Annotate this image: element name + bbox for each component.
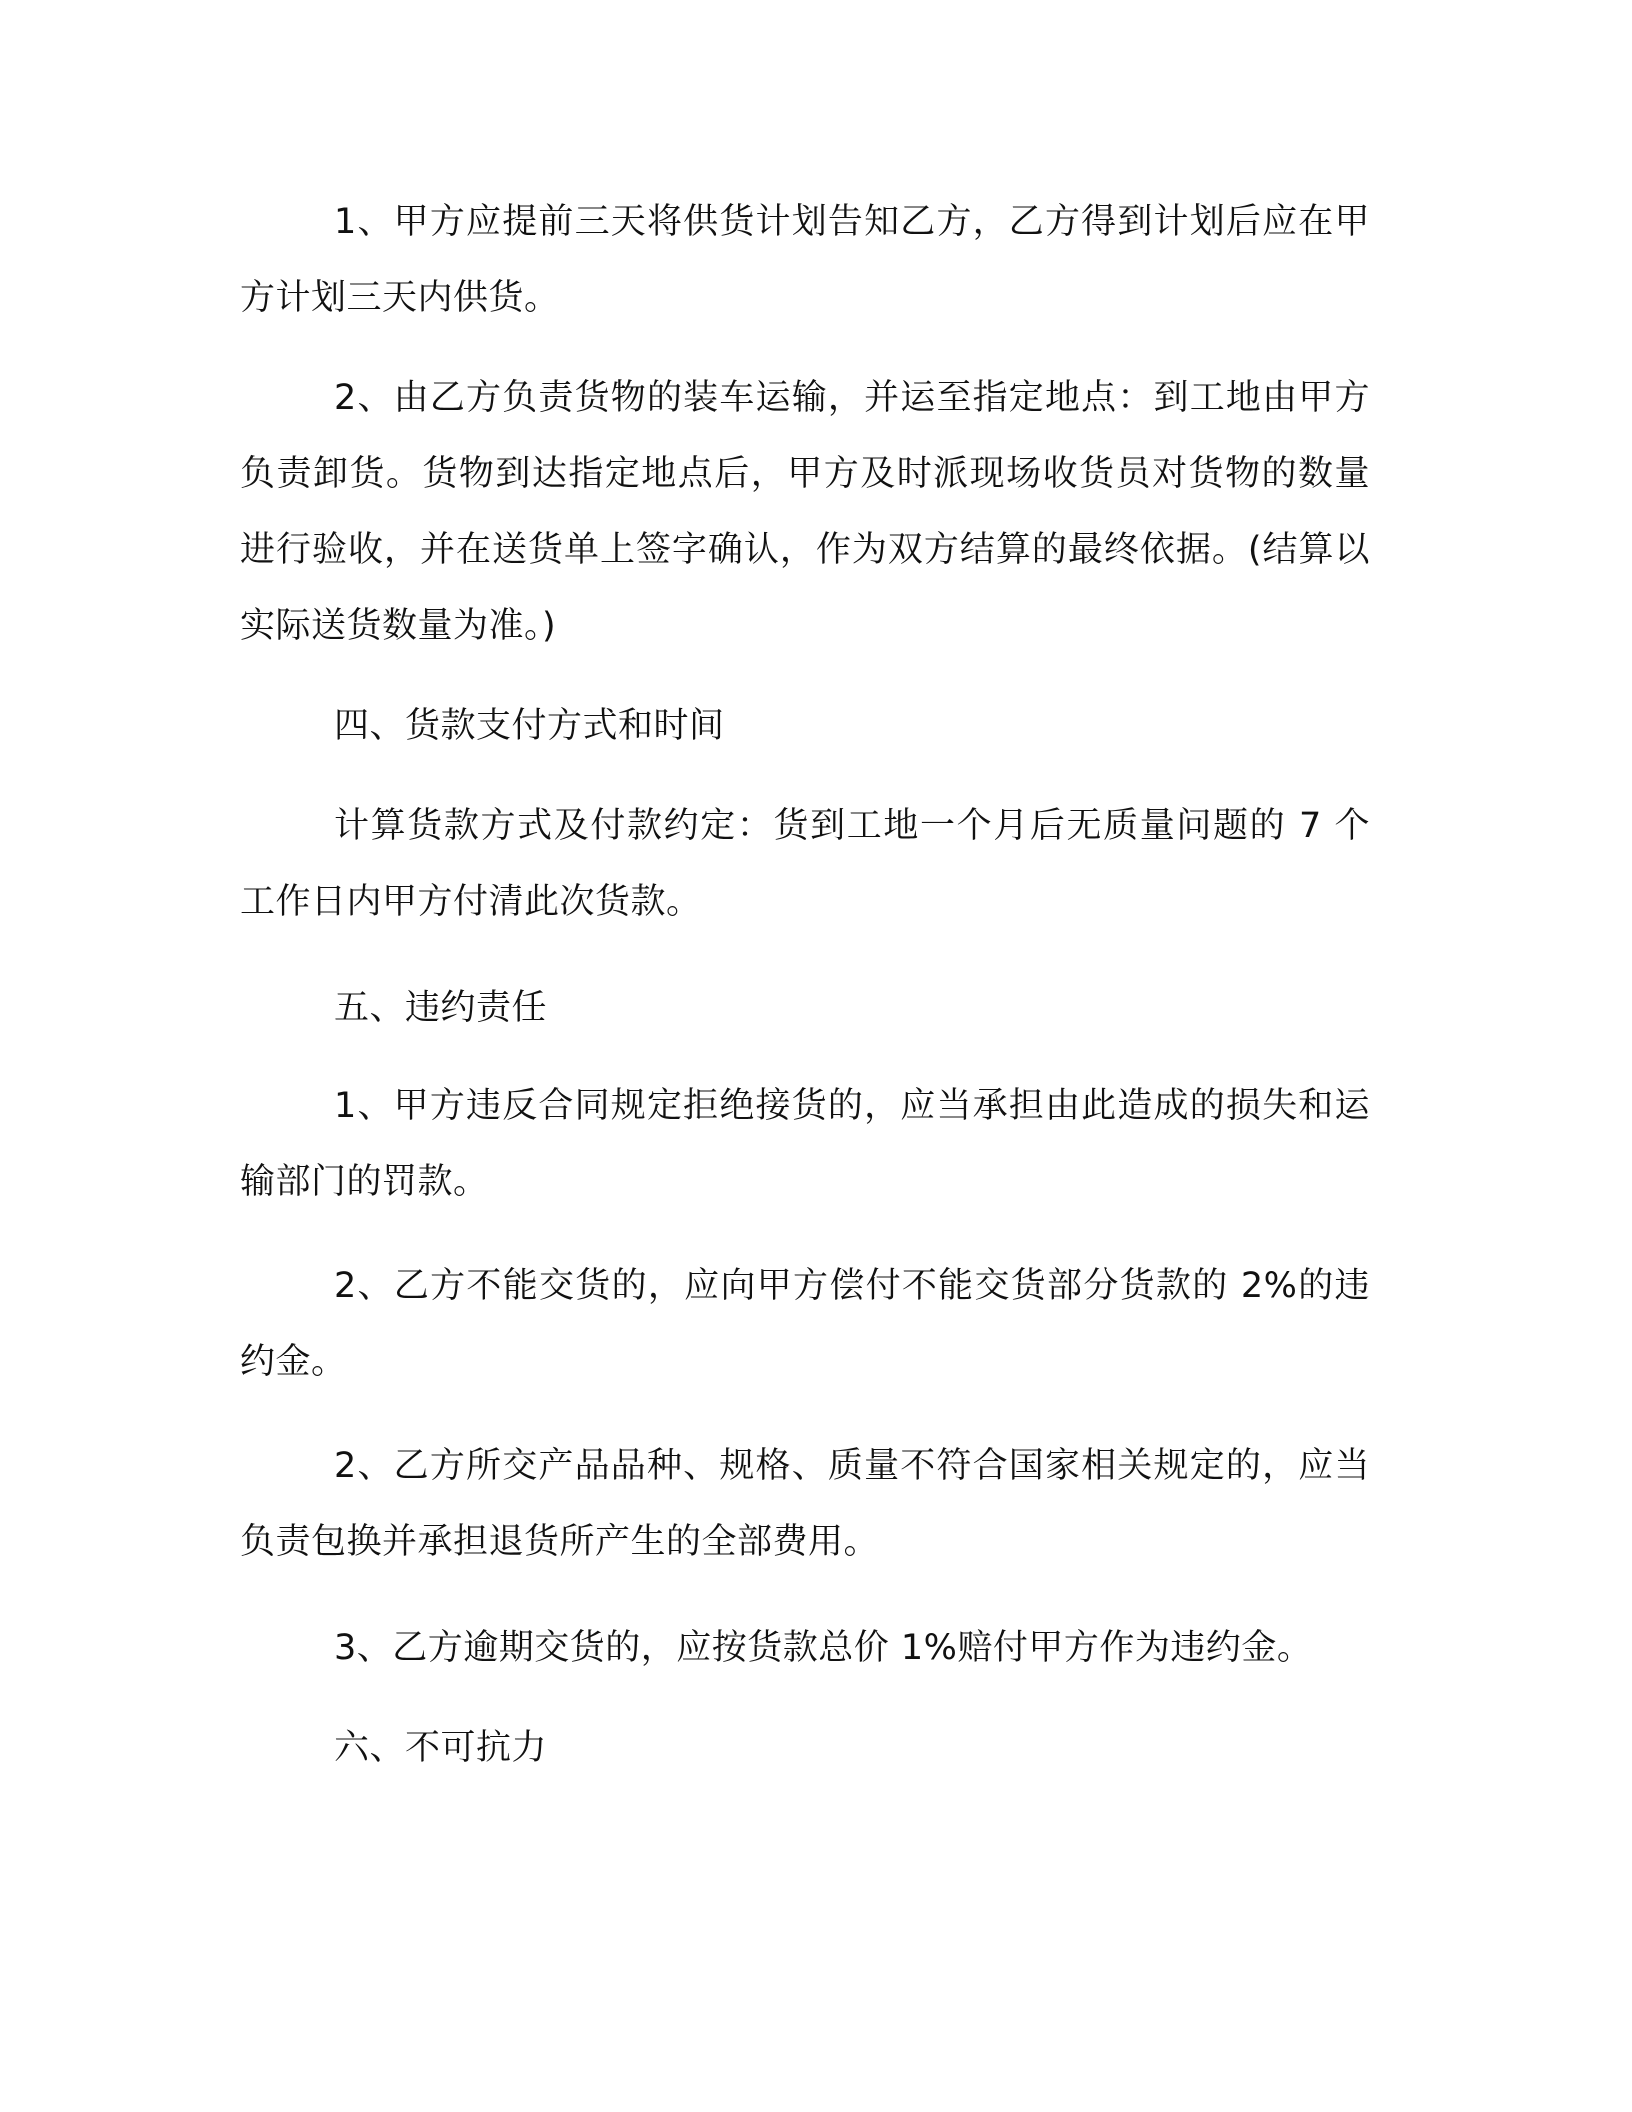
paragraph-late-delivery: 3、乙方逾期交货的，应按货款总价 1%赔付甲方作为违约金。 bbox=[334, 1628, 1313, 1668]
paragraph-transport-acceptance: 2、由乙方负责货物的装车运输，并运至指定地点：到工地由甲方负责卸货。货物到达指定地点后，甲方及时派现场收货员对货物的数量进行验收，并在送货单上签字确认，作为双方结算的最终依据。(结算以实际送货数量为准。) bbox=[240, 378, 1370, 646]
paragraph-supply-plan: 1、甲方应提前三天将供货计划告知乙方，乙方得到计划后应在甲方计划三天内供货。 bbox=[240, 202, 1370, 318]
paragraph-refuse-delivery: 1、甲方违反合同规定拒绝接货的，应当承担由此造成的损失和运输部门的罚款。 bbox=[240, 1086, 1370, 1202]
paragraph-payment-terms: 计算货款方式及付款约定：货到工地一个月后无质量问题的 7 个工作日内甲方付清此次货款。 bbox=[240, 806, 1370, 922]
paragraph-quality-nonconformity: 2、乙方所交产品品种、规格、质量不符合国家相关规定的，应当负责包换并承担退货所产生的全部费用。 bbox=[240, 1446, 1370, 1562]
section-heading-breach: 五、违约责任 bbox=[334, 988, 548, 1028]
section-heading-force-majeure: 六、不可抗力 bbox=[334, 1728, 548, 1768]
section-heading-payment: 四、货款支付方式和时间 bbox=[334, 706, 725, 746]
paragraph-no-delivery: 2、乙方不能交货的，应向甲方偿付不能交货部分货款的 2%的违约金。 bbox=[240, 1266, 1370, 1382]
